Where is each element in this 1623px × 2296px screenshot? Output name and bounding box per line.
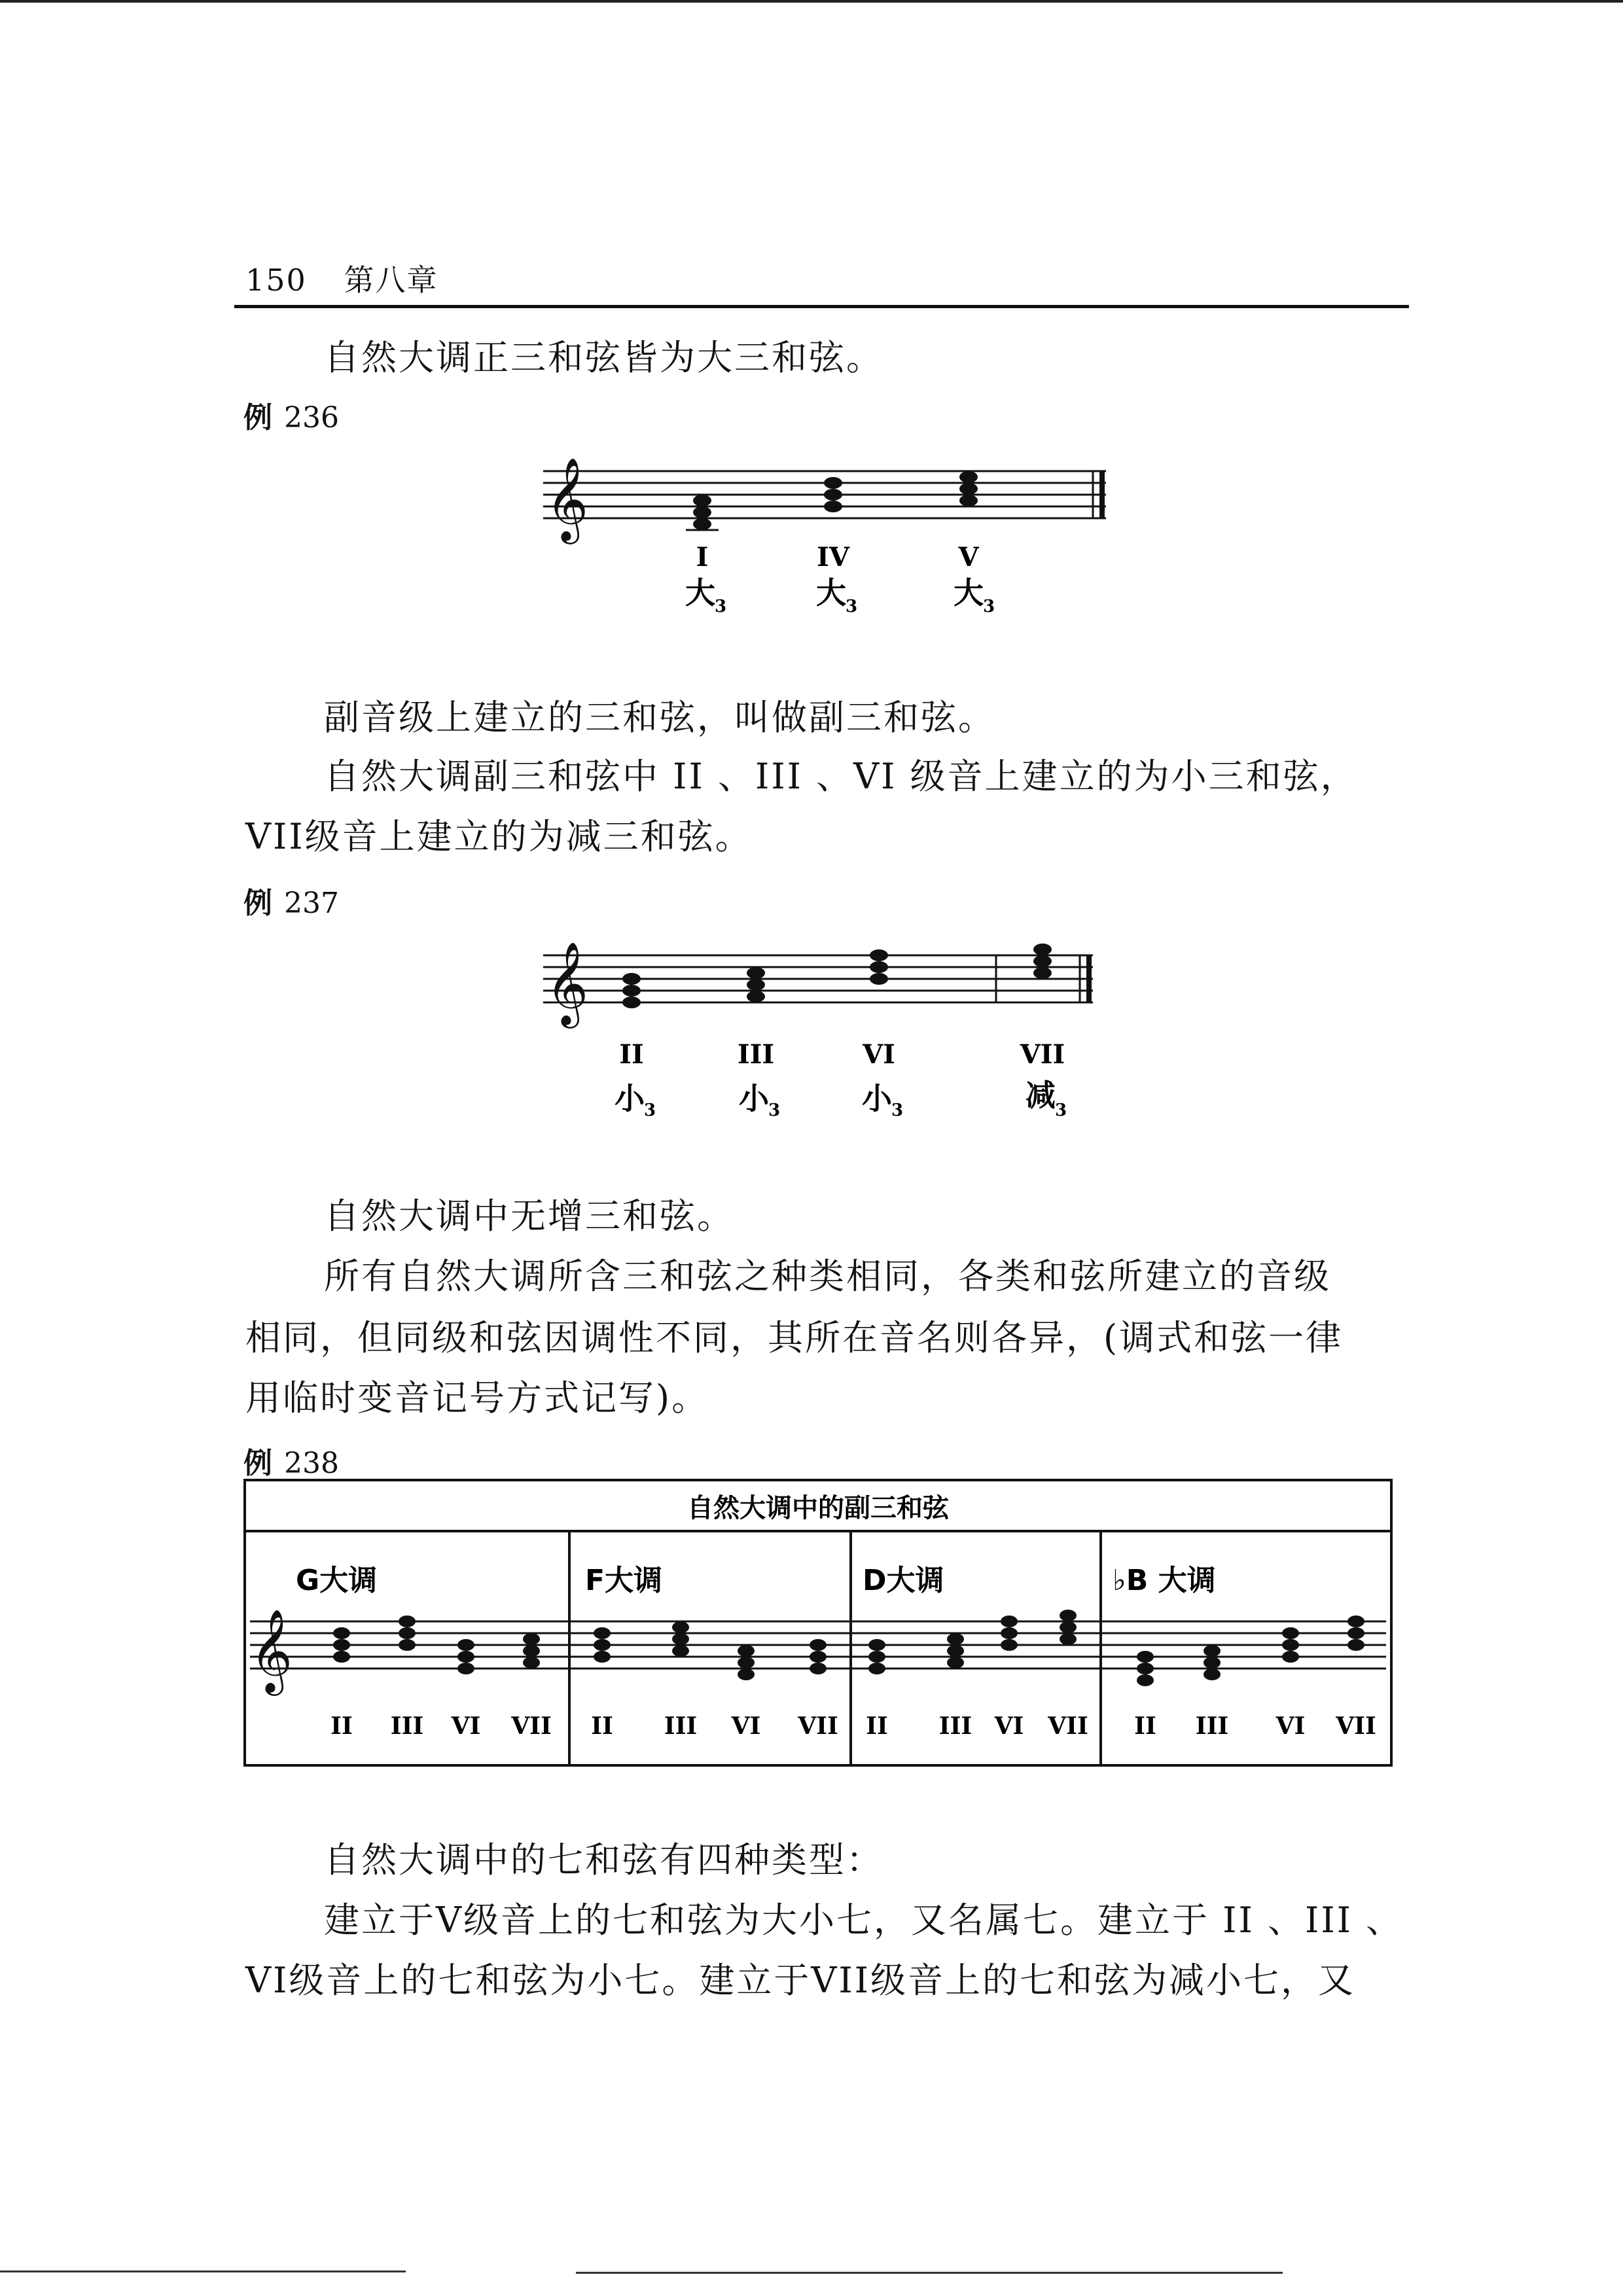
degree-label: III: [390, 1712, 424, 1740]
chord-ii: [622, 973, 641, 1008]
example-number: 238: [284, 1447, 339, 1480]
example-237-staff: [537, 916, 1126, 1125]
paragraph-5-line-3: 用临时变音记号方式记写)。: [245, 1377, 709, 1419]
key-label-g: G大调: [296, 1564, 378, 1597]
quality-label: 小: [862, 1081, 892, 1116]
chord-vi: [870, 949, 888, 985]
footer-scan-mark: [576, 2272, 1283, 2274]
degree-label: VI: [994, 1712, 1024, 1740]
paragraph-5-line-1: 所有自然大调所含三和弦之种类相同，各类和弦所建立的音级: [324, 1256, 1331, 1297]
treble-clef-icon: 𝄞: [546, 941, 589, 1025]
page-number: 150: [245, 262, 307, 298]
paragraph-1: 自然大调正三和弦皆为大三和弦。: [324, 337, 883, 378]
example-number: 236: [284, 401, 339, 434]
footer-scan-mark: [0, 2270, 406, 2272]
header-rule: [234, 305, 1409, 308]
degree-label: VI: [451, 1712, 481, 1740]
example-236-label: [243, 394, 339, 436]
degree-label: IV: [817, 542, 849, 573]
key-label-bflat: ♭B 大调: [1113, 1564, 1216, 1597]
treble-clef-icon: 𝄞: [546, 457, 589, 540]
degree-label: VII: [798, 1712, 838, 1740]
degree-label: VII: [1048, 1712, 1088, 1740]
degree-label: VI: [1275, 1712, 1306, 1740]
final-barline: [1099, 471, 1105, 518]
paragraph-7-line-2: VI级音上的七和弦为小七。建立于VII级音上的七和弦为减小七，又: [245, 1960, 1355, 2001]
quality-label: 小: [615, 1081, 645, 1116]
degree-label: III: [664, 1712, 698, 1740]
degree-label: VII: [1020, 1039, 1065, 1070]
final-barline: [1086, 955, 1092, 1002]
chord-v: [959, 471, 978, 506]
example-238-label: [243, 1439, 339, 1481]
top-border: [0, 0, 1623, 3]
degree-label: II: [330, 1712, 353, 1740]
subscript: 3: [768, 1101, 781, 1120]
subscript: 3: [891, 1101, 904, 1120]
paragraph-2: 副音级上建立的三和弦，叫做副三和弦。: [324, 697, 995, 738]
quality-label: 减: [1026, 1078, 1056, 1113]
degree-label: II: [591, 1712, 613, 1740]
paragraph-4: 自然大调中无增三和弦。: [324, 1195, 734, 1237]
chord-iv: [824, 477, 842, 512]
degree-label: III: [938, 1712, 972, 1740]
example-236-staff: [537, 432, 1126, 628]
subscript: 3: [715, 597, 727, 616]
degree-label: II: [866, 1712, 888, 1740]
example-word: 例: [243, 401, 272, 434]
example-238-table: [243, 1479, 1393, 1767]
degree-label: VI: [731, 1712, 761, 1740]
degree-row: [330, 1712, 1376, 1740]
degree-label: III: [737, 1039, 775, 1070]
degree-label: III: [1195, 1712, 1229, 1740]
subscript: 3: [846, 597, 858, 616]
key-label-d: D大调: [863, 1564, 944, 1597]
key-label-f: F大调: [585, 1564, 663, 1597]
chord-i: [686, 495, 719, 530]
example-word: 例: [243, 887, 272, 920]
subscript: 3: [644, 1101, 656, 1120]
degree-label: II: [1134, 1712, 1156, 1740]
table-title: 自然大调中的副三和弦: [687, 1493, 949, 1523]
example-number: 237: [284, 887, 339, 920]
quality-label: 大: [685, 575, 715, 610]
subscript: 3: [983, 597, 995, 616]
paragraph-5-line-2: 相同，但同级和弦因调性不同，其所在音名则各异，(调式和弦一律: [245, 1317, 1344, 1358]
example-word: 例: [243, 1447, 272, 1480]
quality-label: 小: [739, 1081, 769, 1116]
paragraph-7-line-1: 建立于Ⅴ级音上的七和弦为大小七，又名属七。建立于 II 、III 、: [324, 1899, 1404, 1941]
paragraph-3-line-1: 自然大调副三和弦中 II 、III 、VI 级音上建立的为小三和弦，: [324, 756, 1358, 797]
chords-f-major: [594, 1621, 827, 1680]
paragraph-6: 自然大调中的七和弦有四种类型：: [324, 1839, 883, 1881]
degree-label: I: [696, 542, 709, 573]
quality-label: 大: [816, 575, 846, 610]
chords-d-major: [868, 1610, 1077, 1674]
quality-label: 大: [954, 575, 984, 610]
degree-label: VII: [511, 1712, 552, 1740]
paragraph-3-line-2: VII级音上建立的为减三和弦。: [245, 816, 753, 857]
chord-iii: [747, 967, 765, 1002]
degree-label: VII: [1336, 1712, 1376, 1740]
subscript: 3: [1055, 1101, 1067, 1120]
treble-clef-icon: 𝄞: [250, 1608, 293, 1692]
example-237-label: [243, 879, 339, 921]
degree-label: VI: [863, 1039, 895, 1070]
chord-vii: [1033, 944, 1052, 979]
degree-label: V: [958, 542, 979, 573]
chapter-title: 第八章: [344, 262, 438, 298]
degree-label: II: [619, 1039, 644, 1070]
running-header: [245, 256, 438, 300]
chords-bflat-major: [1137, 1616, 1364, 1686]
